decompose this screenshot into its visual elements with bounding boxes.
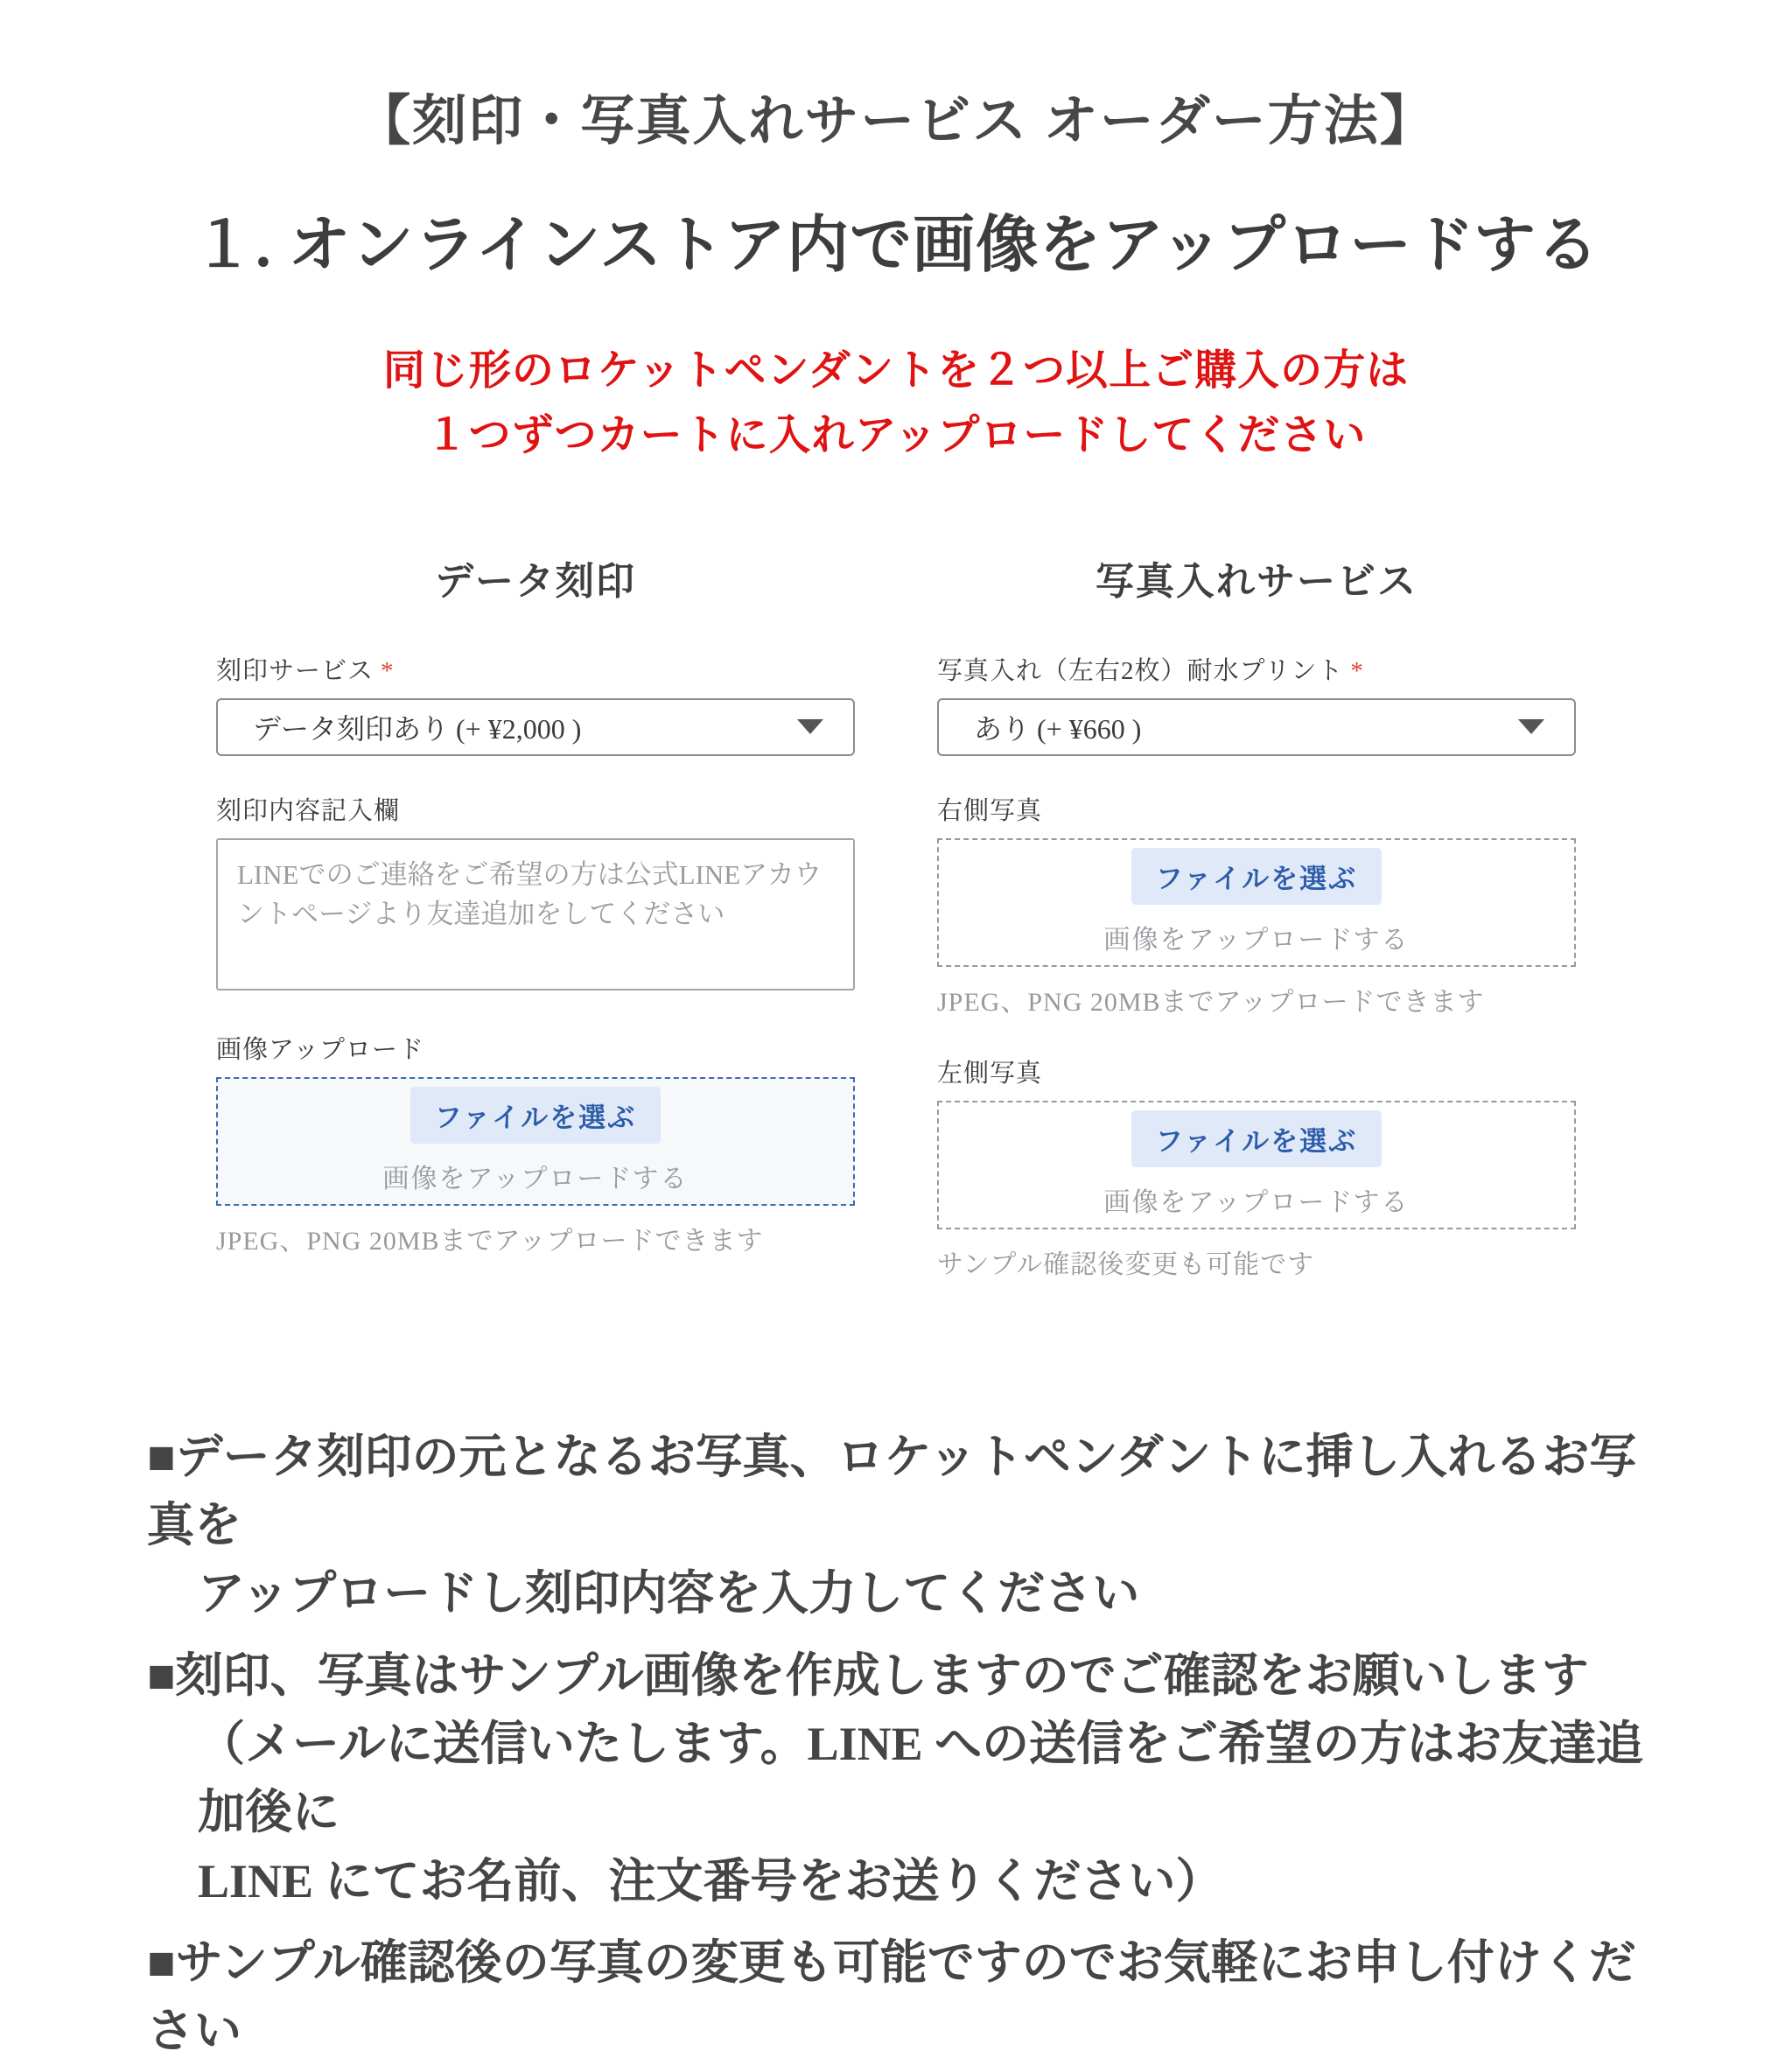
- choose-file-button[interactable]: ファイルを選ぶ: [1131, 1110, 1382, 1167]
- engraving-content-label: 刻印内容記入欄: [216, 796, 401, 825]
- left-photo-field: [937, 1054, 1576, 1281]
- engraving-heading: データ刻印: [435, 559, 636, 603]
- note-2: [147, 1642, 1645, 1915]
- note-line: ■データ刻印の元となるお写真、ロケットペンダントに挿し入れるお写真を: [147, 1430, 1637, 1552]
- engraving-service-selected-value: データ刻印あり (+ ¥2,000 ): [253, 712, 582, 745]
- note-line: アップロードし刻印内容を入力してください: [198, 1567, 1140, 1620]
- choose-file-button[interactable]: ファイルを選ぶ: [1131, 848, 1382, 905]
- left-photo-change-note: サンプル確認後変更も可能です: [937, 1250, 1315, 1279]
- engraving-format-note: JPEG、PNG 20MBまでアップロードできます: [216, 1226, 764, 1256]
- chevron-down-icon: [1518, 719, 1544, 734]
- required-asterisk: *: [1350, 656, 1364, 685]
- note-line: ■刻印、写真はサンプル画像を作成しますのでご確認をお願いします: [147, 1648, 1589, 1702]
- upload-hint: 画像をアップロードする: [382, 1165, 689, 1194]
- right-photo-label: 右側写真: [937, 796, 1043, 825]
- engraving-upload-dropzone[interactable]: [216, 1077, 855, 1206]
- photo-service-select[interactable]: [937, 698, 1576, 756]
- choose-file-button[interactable]: ファイルを選ぶ: [410, 1087, 661, 1144]
- page-title: 【刻印・写真入れサービス オーダー方法】: [356, 92, 1436, 151]
- engraving-service-label: [216, 651, 855, 687]
- engraving-content-field: [216, 791, 855, 995]
- left-photo-label: 左側写真: [937, 1059, 1043, 1088]
- right-photo-field: [937, 791, 1576, 1018]
- photo-service-field: [937, 651, 1576, 756]
- note-1: [147, 1423, 1645, 1628]
- note-line: LINE にてお名前、注文番号をお送りください）: [198, 1854, 1223, 1908]
- note-line: ■サンプル確認後の写真の変更も可能ですのでお気軽にお申し付けください: [147, 1936, 1636, 2058]
- photo-service-heading: 写真入れサービス: [1096, 559, 1418, 603]
- photo-service-label: [937, 651, 1576, 687]
- right-photo-dropzone[interactable]: [937, 838, 1576, 967]
- photo-service-section: [937, 550, 1576, 1316]
- purchase-notice-line1: 同じ形のロケットペンダントを２つ以上ご購入の方は: [382, 347, 1410, 394]
- upload-hint: 画像をアップロードする: [1103, 1188, 1410, 1218]
- note-3: [147, 1928, 1645, 2065]
- chevron-down-icon: [797, 719, 823, 734]
- purchase-notice: [0, 339, 1792, 469]
- engraving-service-select[interactable]: [216, 698, 855, 756]
- engraving-content-input[interactable]: [216, 838, 855, 990]
- engraving-service-field: [216, 651, 855, 756]
- left-photo-dropzone[interactable]: [937, 1101, 1576, 1229]
- photo-service-selected-value: あり (+ ¥660 ): [974, 712, 1142, 745]
- required-asterisk: *: [381, 656, 395, 685]
- instruction-notes: [147, 1423, 1645, 2065]
- step-heading: １. オンラインストア内で画像をアップロードする: [192, 212, 1600, 280]
- form-columns: [0, 550, 1792, 1316]
- engraving-service-label-text: 刻印サービス: [216, 656, 374, 685]
- engraving-section: [216, 550, 855, 1316]
- photo-service-label-text: 写真入れ（左右2枚）耐水プリント: [937, 656, 1344, 685]
- note-line: （メールに送信いたします。LINE への送信をご希望の方はお友達追加後に: [198, 1717, 1644, 1839]
- engraving-upload-label: 画像アップロード: [216, 1035, 424, 1064]
- right-photo-format-note: JPEG、PNG 20MBまでアップロードできます: [937, 987, 1485, 1017]
- engraving-upload-field: [216, 1030, 855, 1257]
- upload-hint: 画像をアップロードする: [1103, 926, 1410, 956]
- purchase-notice-line2: １つずつカートに入れアップロードしてください: [425, 412, 1367, 459]
